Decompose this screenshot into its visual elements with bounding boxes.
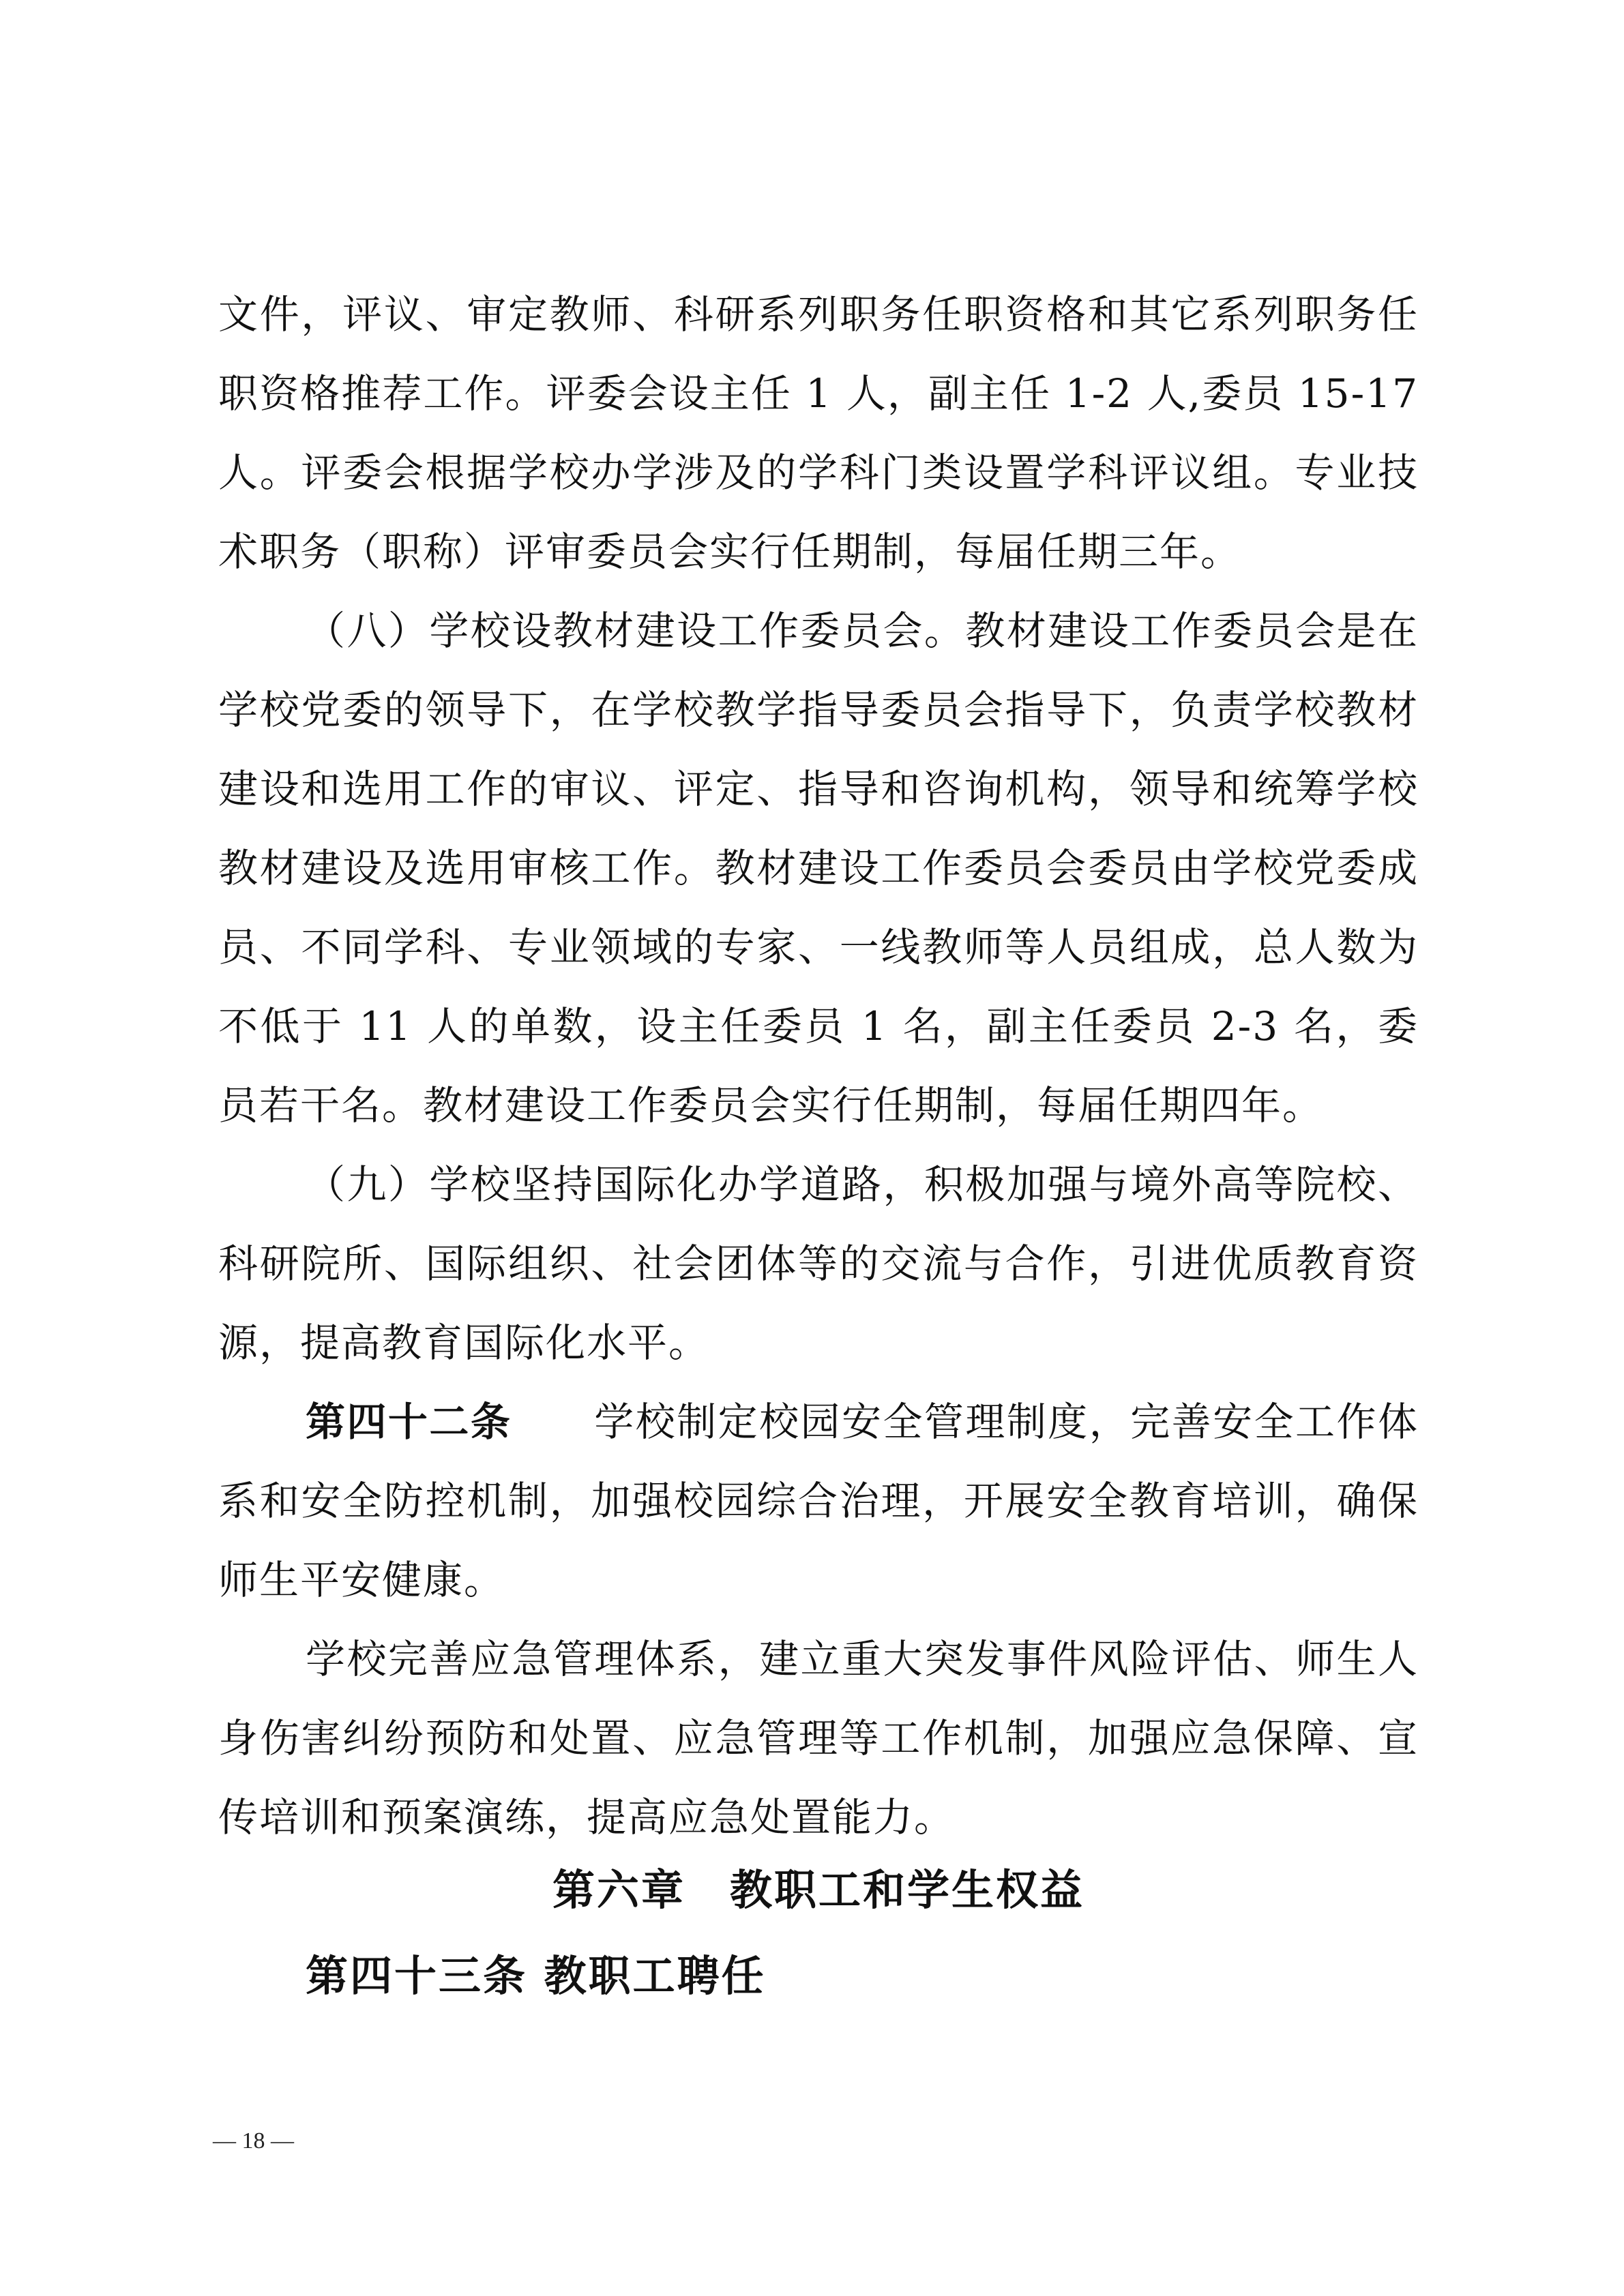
page-number: — 18 — [213,2128,294,2153]
paragraph-article-42 [218,1382,1419,1620]
article-text: 学校制定校园安全管理制度，完善安全工作体系和安全防控机制，加强校园综合治理，开展安全教育培训，确保师生平安健康。 [218,1399,1419,1603]
body-text [218,275,1419,1857]
paragraph-emergency: 学校完善应急管理体系，建立重大突发事件风险评估、师生人身伤害纠纷预防和处置、应急管理等工作机制，加强应急保障、宣传培训和预案演练，提高应急处置能力。 [218,1636,1419,1840]
chapter-title: 第六章 教职工和学生权益 [552,1865,1084,1915]
paragraph-continuation: 文件，评议、审定教师、科研系列职务任职资格和其它系列职务任职资格推荐工作。评委会设主任 1 人，副主任 1-2 人,委员 15-17 人。评委会根据学校办学涉及的学科门类设置学科评议组。专业技术职务（职称）评审委员会实行任期制，每届任期三年。 [218,291,1419,575]
paragraph-item-9: （九）学校坚持国际化办学道路，积极加强与境外高等院校、科研院所、国际组织、社会团体等的交流与合作，引进优质教育资源，提高教育国际化水平。 [218,1161,1419,1366]
article-heading: 第四十三条 教职工聘任 [306,1951,766,2001]
paragraph-item-8: （八）学校设教材建设工作委员会。教材建设工作委员会是在学校党委的领导下，在学校教学指导委员会指导下，负责学校教材建设和选用工作的审议、评定、指导和咨询机构，领导和统筹学校教材建设及选用审核工作。教材建设工作委员会委员由学校党委成员、不同学科、专业领域的专家、一线教师等人员组成，总人数为不低于 11 人的单数，设主任委员 1 名，副主任委员 2-3 名，委员若干名。教材建设工作委员会实行任期制，每届任期四年。 [218,608,1419,1129]
article-label: 第四十二条 [306,1399,512,1445]
